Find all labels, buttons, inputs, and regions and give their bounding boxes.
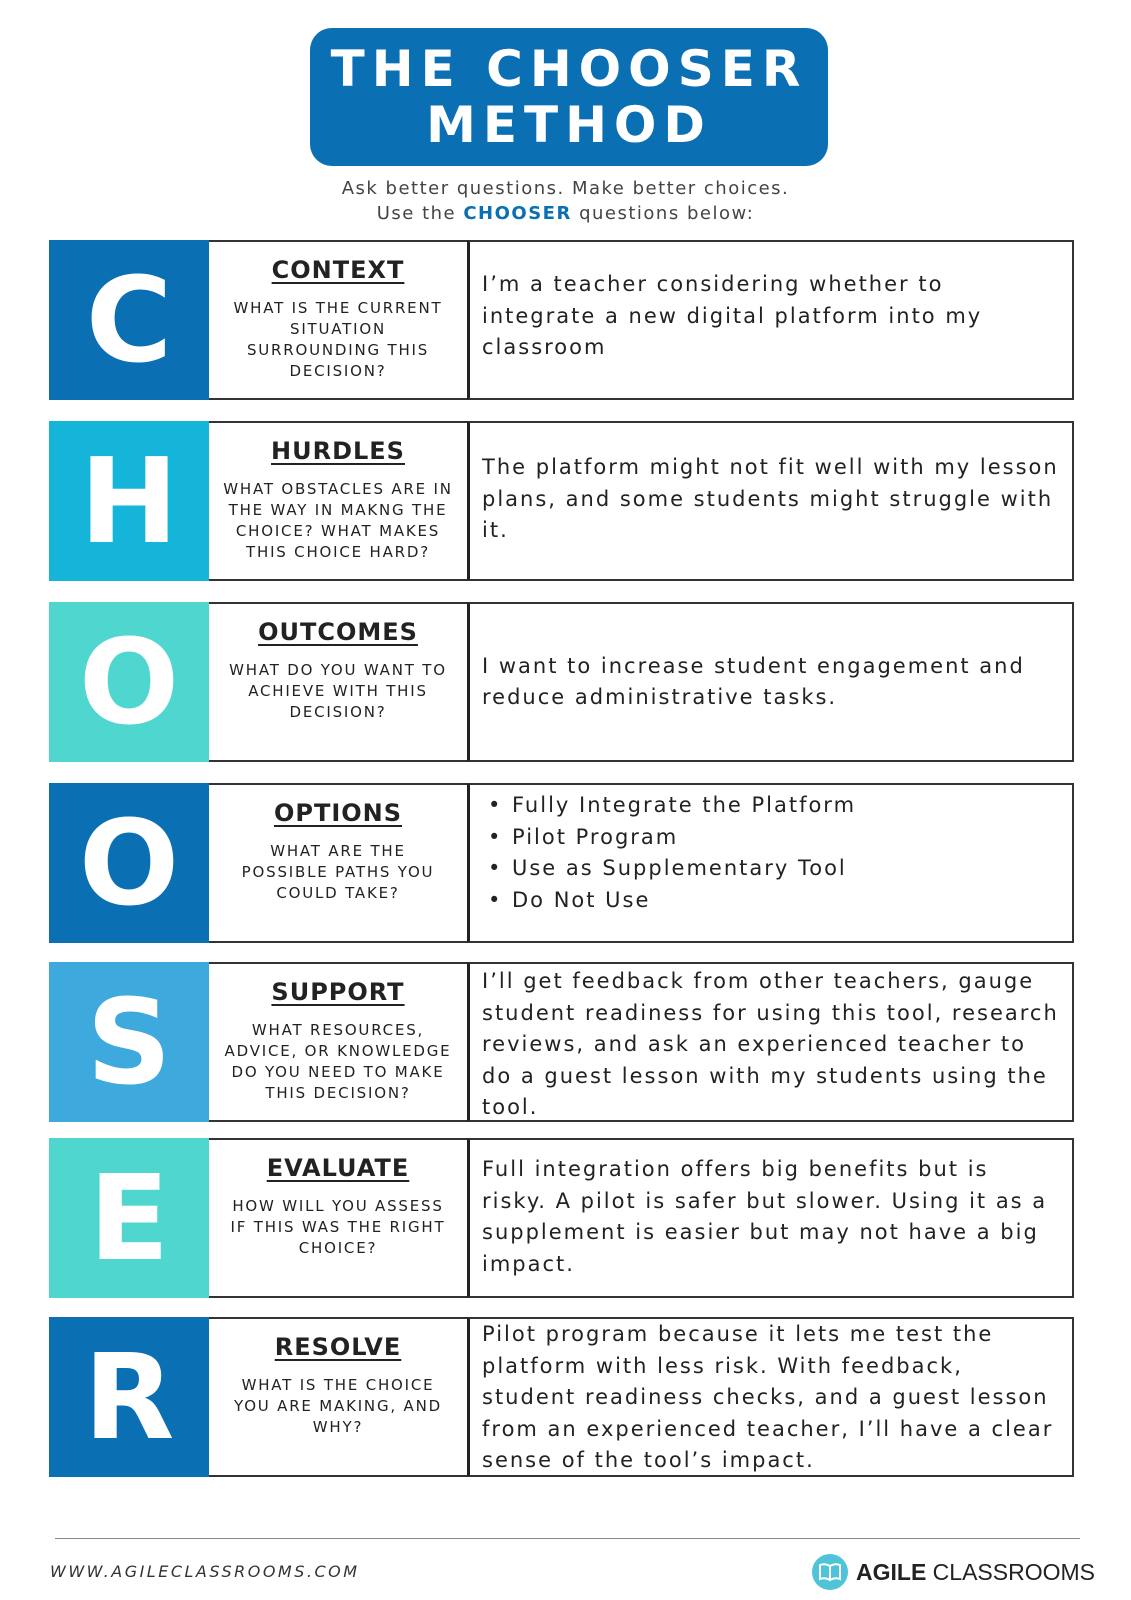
title-line-2: METHOD xyxy=(426,96,712,154)
row-question: WHAT IS THE CHOICE YOU ARE MAKING, AND WHY? xyxy=(234,1376,442,1436)
prompt-cell xyxy=(209,1138,467,1298)
row-heading: SUPPORT xyxy=(271,978,405,1006)
brand-name-bold: AGILE xyxy=(856,1558,927,1585)
footer-divider xyxy=(55,1538,1080,1539)
letter-block: H xyxy=(49,421,209,581)
brand-logo xyxy=(812,1552,1095,1592)
letter-block: C xyxy=(49,240,209,400)
subtitle-accent: CHOOSER xyxy=(463,203,572,224)
answer-cell xyxy=(467,783,1074,943)
option-item: • Fully Integrate the Platform xyxy=(482,790,1062,822)
row-heading: CONTEXT xyxy=(271,256,405,284)
options-list xyxy=(482,790,1062,916)
subtitle-prefix: Use the xyxy=(376,203,457,224)
book-icon xyxy=(812,1554,848,1590)
row-question: WHAT IS THE CURRENT SITUATION SURROUNDING THIS DECISION? xyxy=(233,299,443,380)
row-question: WHAT ARE THE POSSIBLE PATHS YOU COULD TAKE? xyxy=(241,842,435,902)
row-heading: RESOLVE xyxy=(274,1333,402,1361)
subtitle-line-1: Ask better questions. Make better choices. xyxy=(341,178,790,199)
answer-cell xyxy=(467,602,1074,762)
answer-cell: Pilot program because it lets me test the platform with less risk. With feedback, student readiness checks, and a guest lesson from an experienced teacher, I’ll have a clear sense of the tool’s impact. xyxy=(467,1317,1074,1477)
letter-block: O xyxy=(49,602,209,762)
answer-cell: I’m a teacher considering whether to integrate a new digital platform into my classroom xyxy=(467,240,1074,400)
row-question: HOW WILL YOU ASSESS IF THIS WAS THE RIGHT CHOICE? xyxy=(230,1197,446,1257)
option-item: • Use as Supplementary Tool xyxy=(482,853,1062,885)
row-question: WHAT RESOURCES, ADVICE, OR KNOWLEDGE DO YOU NEED TO MAKE THIS DECISION? xyxy=(224,1021,452,1102)
subtitle-suffix: questions below: xyxy=(579,203,755,224)
answer-cell: Full integration offers big benefits but is risky. A pilot is safer but slower. Using it as a supplement is easier but may not have a big impact. xyxy=(467,1138,1074,1298)
letter-block: O xyxy=(49,783,209,943)
letter-block: R xyxy=(49,1317,209,1477)
letter-block: S xyxy=(49,962,209,1122)
row-heading: EVALUATE xyxy=(266,1154,410,1182)
answer-text: I want to increase student engagement and reduce administrative tasks. xyxy=(482,653,1025,709)
chooser-row-evaluate xyxy=(49,1138,1074,1298)
prompt-cell xyxy=(209,783,467,943)
row-question: WHAT OBSTACLES ARE IN THE WAY IN MAKNG THE CHOICE? WHAT MAKES THIS CHOICE HARD? xyxy=(223,480,453,561)
brand-name xyxy=(856,1559,1095,1586)
chooser-row-context xyxy=(49,240,1074,400)
chooser-row-support xyxy=(49,962,1074,1122)
chooser-row-options xyxy=(49,783,1074,943)
chooser-row-outcomes xyxy=(49,602,1074,762)
row-heading: HURDLES xyxy=(271,437,405,465)
prompt-cell xyxy=(209,962,467,1122)
chooser-row-hurdles xyxy=(49,421,1074,581)
row-question: WHAT DO YOU WANT TO ACHIEVE WITH THIS DECISION? xyxy=(229,661,447,721)
prompt-cell xyxy=(209,240,467,400)
footer-url: WWW.AGILECLASSROOMS.COM xyxy=(50,1562,360,1581)
brand-name-regular: CLASSROOMS xyxy=(932,1558,1095,1585)
row-heading: OUTCOMES xyxy=(258,618,418,646)
chooser-row-resolve xyxy=(49,1317,1074,1477)
subtitle-line-2 xyxy=(0,203,1131,224)
answer-cell: The platform might not fit well with my lesson plans, and some students might struggle with it. xyxy=(467,421,1074,581)
option-item: • Pilot Program xyxy=(482,822,1062,854)
title-line-1: THE CHOOSER xyxy=(330,40,808,98)
prompt-cell xyxy=(209,1317,467,1477)
page-title xyxy=(310,28,828,166)
answer-cell: I’ll get feedback from other teachers, gauge student readiness for using this tool, research reviews, and ask an experienced teacher to do a guest lesson with my students using the tool. xyxy=(467,962,1074,1122)
row-heading: OPTIONS xyxy=(273,799,403,827)
option-item: • Do Not Use xyxy=(482,885,1062,917)
prompt-cell xyxy=(209,602,467,762)
letter-block: E xyxy=(49,1138,209,1298)
prompt-cell xyxy=(209,421,467,581)
